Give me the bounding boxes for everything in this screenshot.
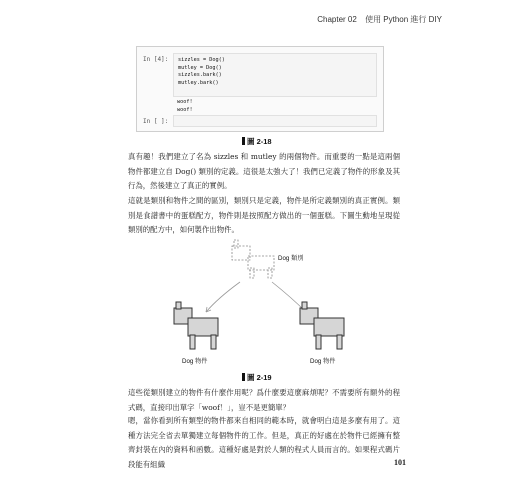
dog-object-left-figure xyxy=(174,302,218,349)
dog-object-label-left: Dog 物件 xyxy=(182,358,208,365)
output-line: woof! xyxy=(177,106,193,113)
paragraph-4: 嗯，當你看到所有類型的物件都來自相同的範本時，就會明白這是多麼有用了。這種方法完全省去單獨建立每個物件的工作。但是，真正的好處在於物件已經擁有整齊封裝在內的資料和函數。這種好處是對於人類的程式人員而言的。如果程式碼片段能有組織 xyxy=(128,416,400,469)
code-area-empty xyxy=(173,115,377,127)
notebook-code-screenshot xyxy=(136,46,384,132)
figure-caption-2-19: 圖 2-19 xyxy=(242,372,272,383)
code-line: mutley.bark() xyxy=(178,79,219,86)
dog-class-figure xyxy=(232,240,274,278)
dog-object-label-right: Dog 物件 xyxy=(310,358,336,365)
chapter-label: Chapter 02 xyxy=(317,15,357,24)
caption-marker xyxy=(242,137,245,145)
running-header xyxy=(317,14,442,25)
code-line: sizzles = Dog() xyxy=(178,57,225,63)
arrow-left xyxy=(206,282,240,312)
output-line: woof! xyxy=(177,99,193,105)
code-area xyxy=(173,53,377,97)
cell-output xyxy=(173,99,193,114)
dog-class-label: Dog 類別 xyxy=(278,255,304,262)
code-line: mutley = Dog() xyxy=(178,64,222,71)
cell-prompt: In [ ]: xyxy=(143,118,169,125)
caption-marker xyxy=(242,373,245,381)
dog-object-right-figure xyxy=(300,302,344,349)
paragraph-3: 這些從類別建立的物件有什麼作用呢？爲什麼要這麼麻煩呢？不需要所有額外的程式碼，直接印出單字「woof！」，豈不是更簡單？ xyxy=(128,388,400,412)
page-number: 101 xyxy=(394,458,406,467)
cell-prompt: In [4]: xyxy=(143,56,169,63)
code-line: sizzles.bark() xyxy=(178,72,222,78)
paragraph-2: 這就是類別和物件之間的區別，類別只是定義，物件是所定義類別的真正實例。類別是食譜書中的蛋糕配方，物件則是按照配方做出的一個蛋糕。下圖生動地呈現從類別的配方中，如何製作出物件。 xyxy=(128,196,400,234)
class-object-diagram xyxy=(160,238,360,370)
figure-caption-2-18: 圖 2-18 xyxy=(242,136,272,147)
chapter-title: 使用 Python 進行 DIY xyxy=(365,15,442,24)
paragraph-1: 真有趣！我們建立了名為 sizzles 和 mutley 的兩個物件。而重要的一點是這兩個物件都建立自 Dog() 類別的定義。這很是太強大了！我們已定義了物件的形象及其行為，然後建立了真正的實例。 xyxy=(128,152,400,190)
